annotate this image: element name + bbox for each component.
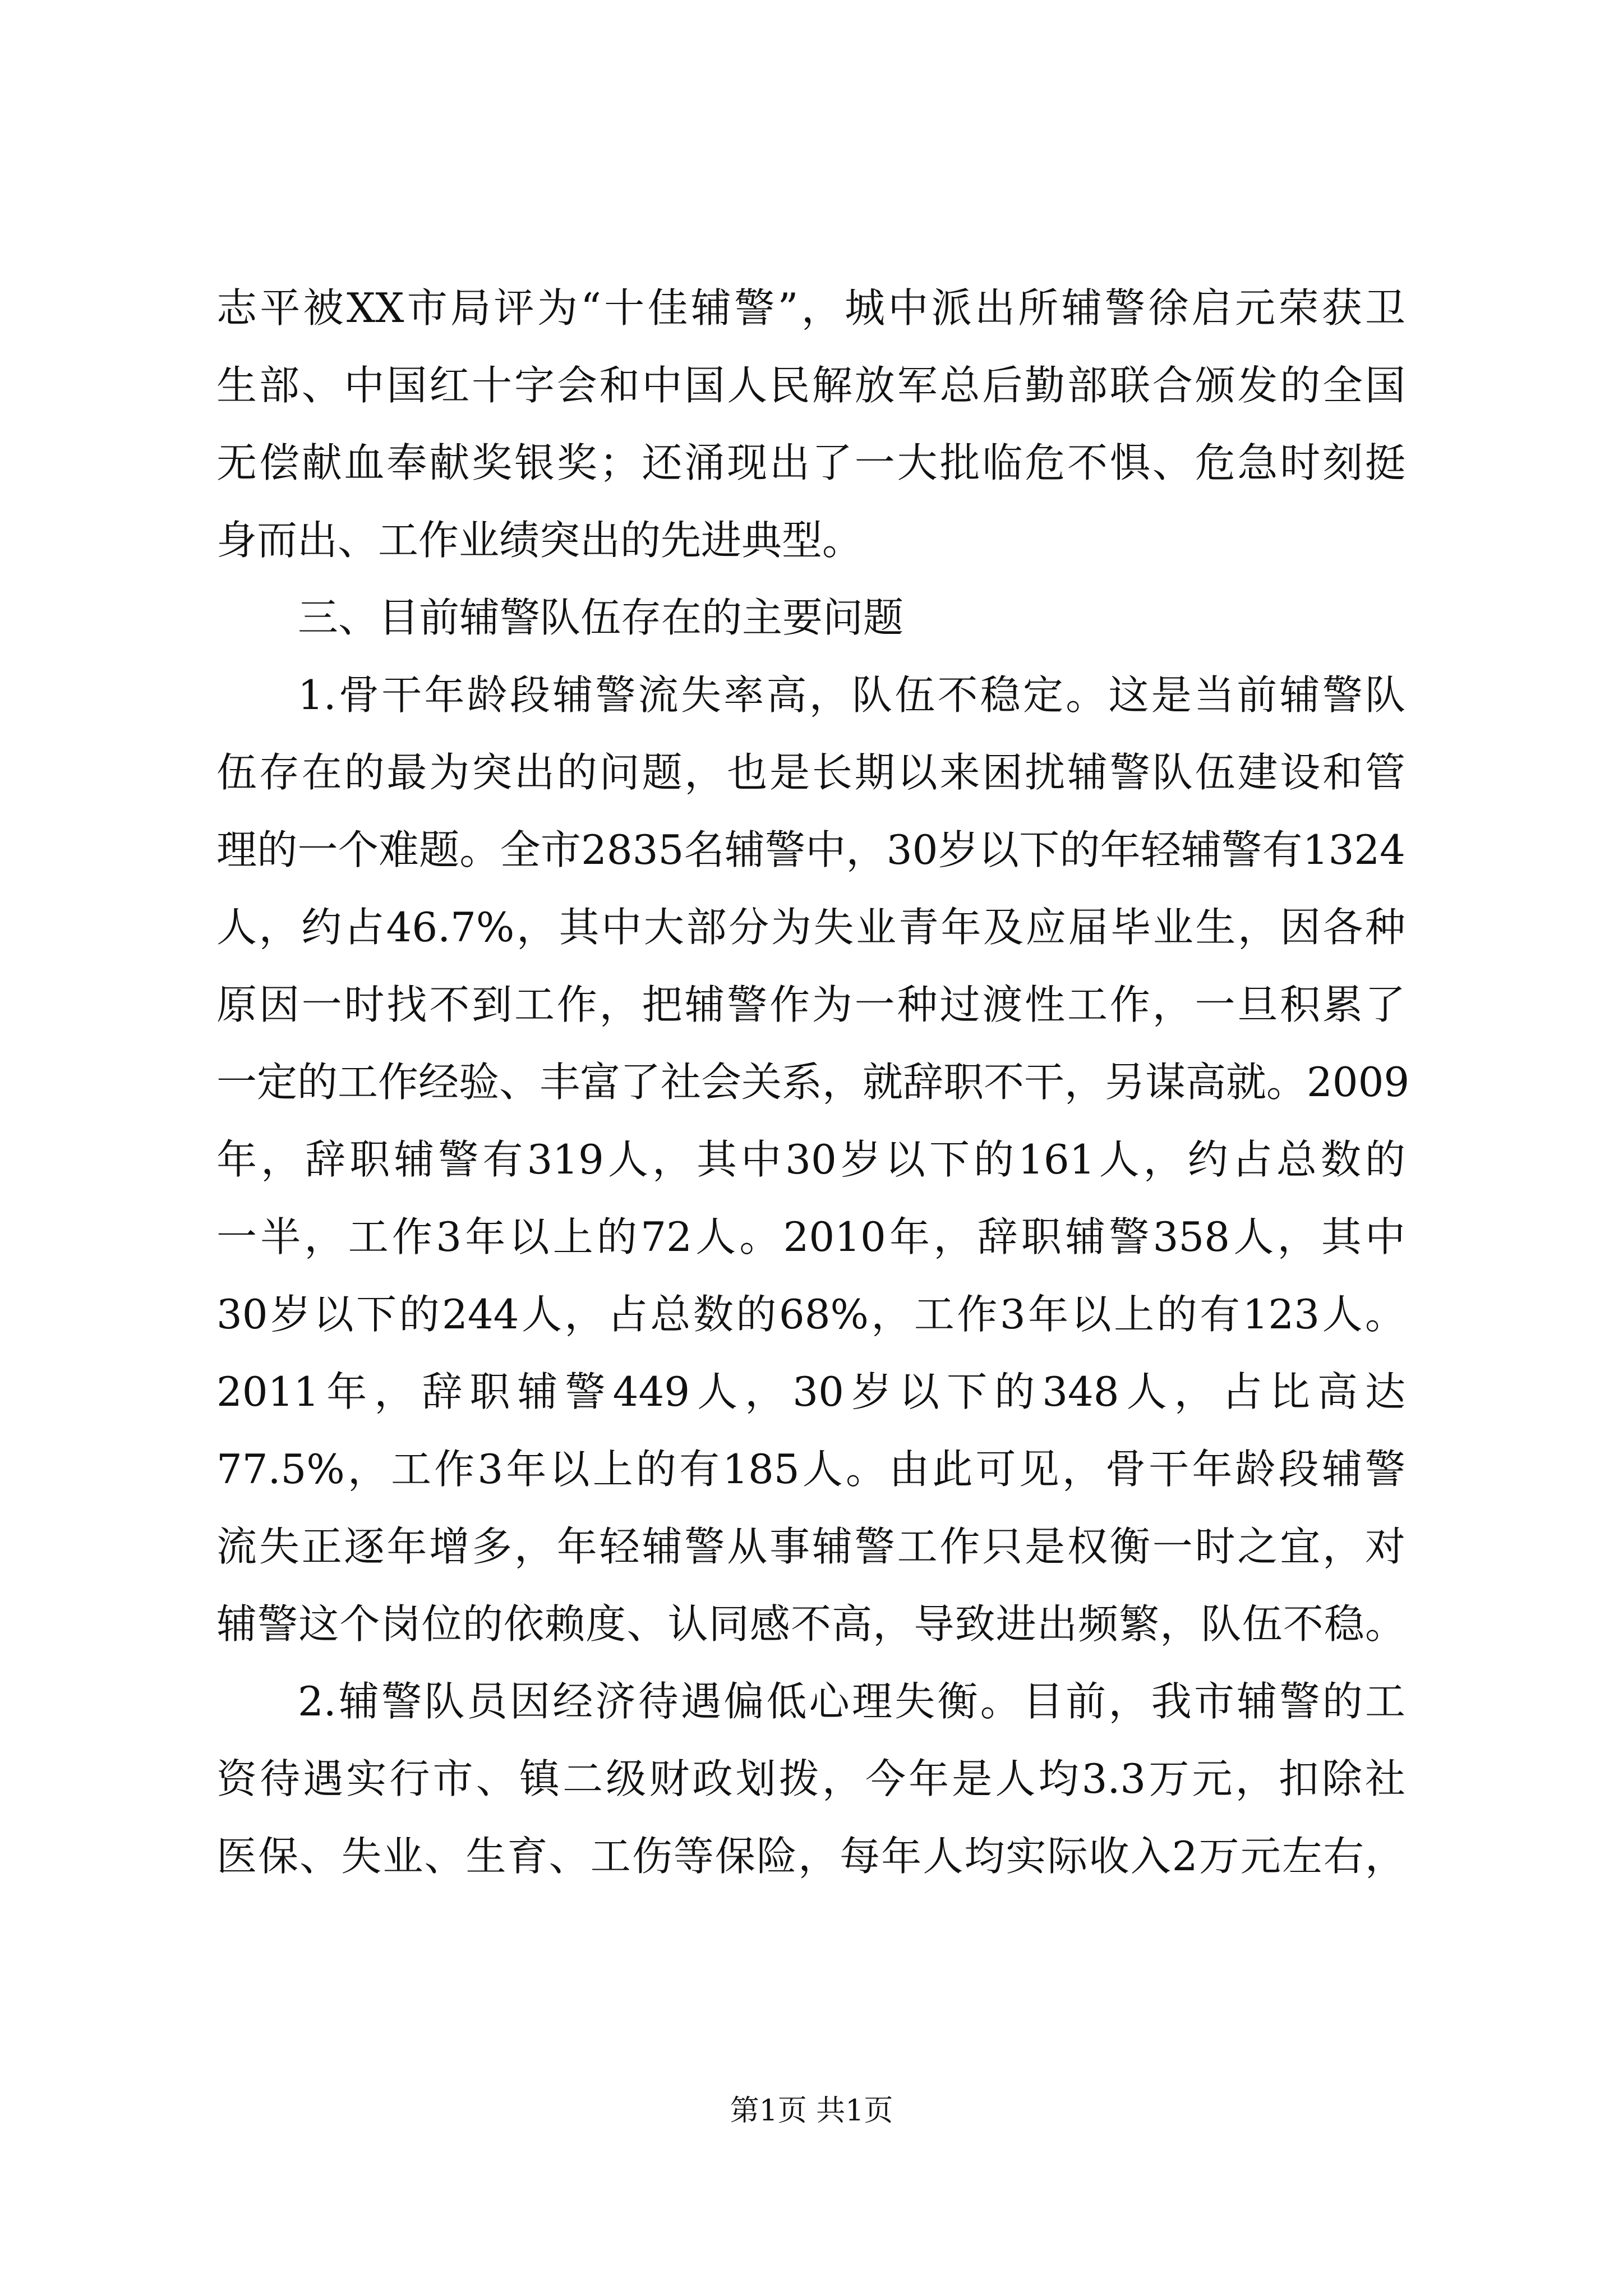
text-line: 年，辞职辅警有319人，其中30岁以下的161人，约占总数的 xyxy=(216,1136,1405,1183)
text-line: 30岁以下的244人，占总数的68%，工作3年以上的有123人。 xyxy=(216,1291,1405,1338)
text-line: 2011年，辞职辅警449人，30岁以下的348人，占比高达 xyxy=(216,1368,1405,1415)
text-line: 医保、失业、生育、工伤等保险，每年人均实际收入2万元左右， xyxy=(216,1833,1405,1880)
text-line: 一定的工作经验、丰富了社会关系，就辞职不干，另谋高就。2009 xyxy=(216,1059,1410,1106)
text-line: 一半，工作3年以上的72人。2010年，辞职辅警358人，其中 xyxy=(216,1213,1405,1260)
text-line: 理的一个难题。全市2835名辅警中，30岁以下的年轻辅警有1324 xyxy=(216,826,1405,873)
text-line: 辅警这个岗位的依赖度、认同感不高，导致进出频繁，队伍不稳。 xyxy=(216,1600,1405,1648)
text-line: 人，约占46.7%，其中大部分为失业青年及应届毕业生，因各种 xyxy=(216,904,1405,951)
text-line: 无偿献血奉献奖银奖；还涌现出了一大批临危不惧、危急时刻挺 xyxy=(216,439,1405,486)
text-line: 2.辅警队员因经济待遇偏低心理失衡。目前，我市辅警的工 xyxy=(298,1678,1405,1725)
text-line: 原因一时找不到工作，把辅警作为一种过渡性工作，一旦积累了 xyxy=(216,981,1405,1028)
text-line: 资待遇实行市、镇二级财政划拨，今年是人均3.3万元，扣除社 xyxy=(216,1755,1405,1802)
text-line: 身而出、工作业绩突出的先进典型。 xyxy=(216,517,863,564)
text-line: 生部、中国红十字会和中国人民解放军总后勤部联合颁发的全国 xyxy=(216,362,1405,409)
text-line: 三、目前辅警队伍存在的主要问题 xyxy=(298,594,904,641)
text-line: 伍存在的最为突出的问题，也是长期以来困扰辅警队伍建设和管 xyxy=(216,749,1405,796)
text-line: 77.5%，工作3年以上的有185人。由此可见，骨干年龄段辅警 xyxy=(216,1446,1405,1493)
text-line: 流失正逐年增多，年轻辅警从事辅警工作只是权衡一时之宜，对 xyxy=(216,1523,1405,1570)
page-footer: 第1页 共1页 xyxy=(730,2094,893,2128)
document-body xyxy=(216,269,1410,1895)
text-line: 1.骨干年龄段辅警流失率高，队伍不稳定。这是当前辅警队 xyxy=(298,671,1405,719)
text-line: 志平被XX市局评为“十佳辅警”，城中派出所辅警徐启元荣获卫 xyxy=(216,284,1405,332)
